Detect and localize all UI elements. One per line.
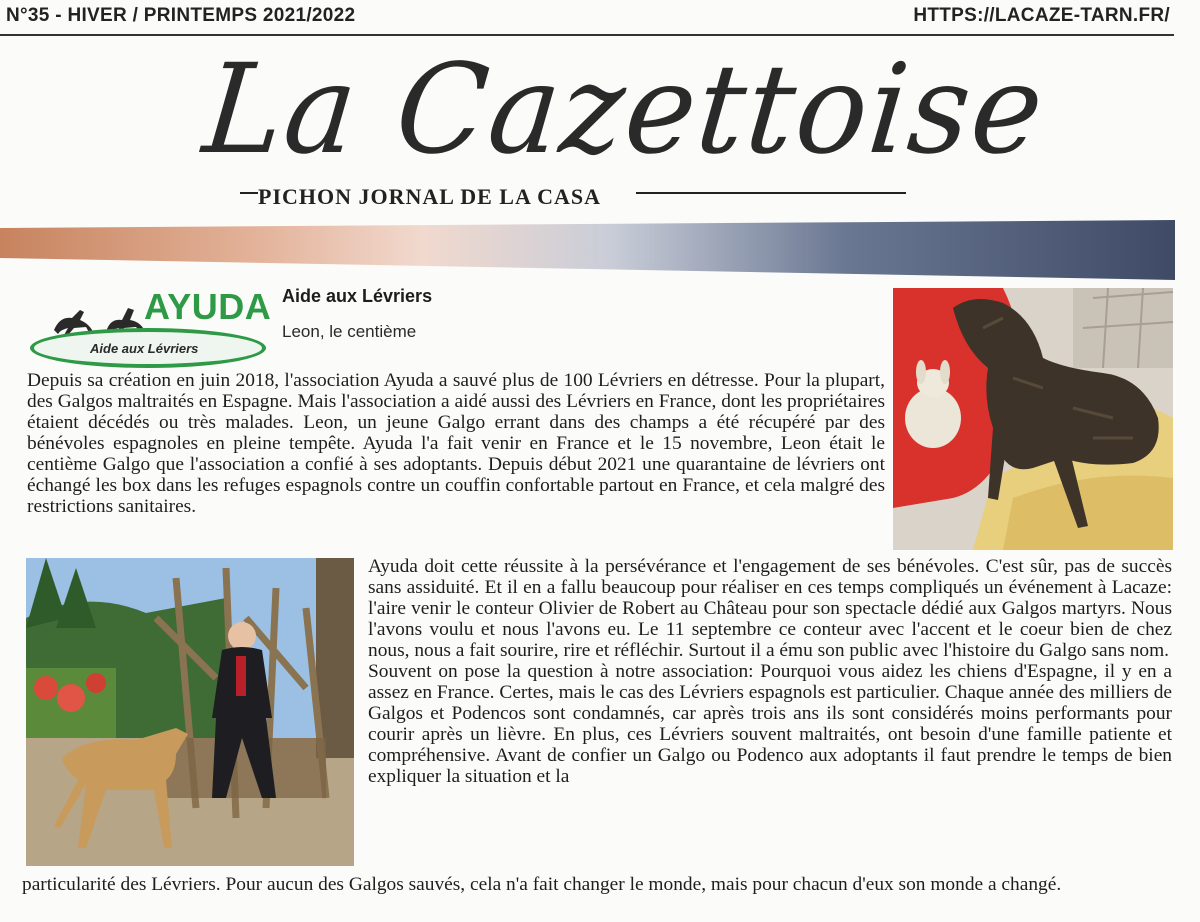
outdoor-photo-illustration bbox=[26, 558, 354, 866]
paragraph-text-4: particularité des Lévriers. Pour aucun des Galgos sauvés, cela n'a fait changer le monde, mais pour chacun d'eux son monde a changé. bbox=[22, 874, 1062, 895]
newspaper-subtitle: PICHON JORNAL DE LA CASA bbox=[258, 184, 602, 209]
paragraph-text-2: Ayuda doit cette réussite à la persévérance et l'engagement de ses bénévoles. C'est sûr, pas de succès sans assiduité. Et il en a fallu beaucoup pour réaliser en ces temps compliqués un événement à Lacaze: l'aire venir le conteur Olivier de Robert au Château pour son spectacle dédié aux Galgos martyrs. Nous l'avons voulu et nous l'avons eu. Le 11 septembre ce conteur avec l'accent et le coeur bien de chez nous, nous a fait sourire, rire et réfléchir. Surtout il a ému son public avec l'histoire du Galgo sans nom. bbox=[368, 556, 1172, 661]
greyhound-on-cushion-photo bbox=[893, 288, 1173, 550]
decorative-banner bbox=[0, 220, 1175, 280]
paragraph-text-3: Souvent on pose la question à notre association: Pourquoi vous aidez les chiens d'Espagne, il y en a assez en France. Certes, mais le cas des Lévriers espagnols est particulier. Chaque année des milliers de Galgos et Podencos sont condamnés, car après trois ans ils sont considérés moins performants pour courir après un lièvre. En plus, ces Lévriers souvent maltraités, ont besoin d'une famille patiente et compréhensive. Avant de confier un Galgo ou Podenco aux adoptants il faut prendre le temps de bien expliquer la situation et la bbox=[368, 661, 1172, 787]
issue-label: N°35 - HIVER / PRINTEMPS 2021/2022 bbox=[6, 5, 356, 26]
subtitle-rule-right bbox=[636, 192, 906, 194]
top-bar bbox=[0, 0, 1200, 34]
greyhound-photo-illustration bbox=[893, 288, 1173, 550]
article-subheading: Leon, le centième bbox=[282, 322, 417, 341]
article-column-right bbox=[368, 556, 1172, 787]
newspaper-title: La Cazettoise bbox=[197, 36, 1052, 182]
ayuda-logo bbox=[26, 286, 272, 372]
logo-word: AYUDA bbox=[144, 286, 272, 327]
article-paragraph-1 bbox=[27, 370, 885, 517]
article-paragraph-4 bbox=[22, 874, 1172, 895]
article-heading: Aide aux Lévriers bbox=[282, 286, 433, 306]
logo-tagline: Aide aux Lévriers bbox=[90, 341, 199, 356]
subtitle-rule-left bbox=[240, 192, 258, 194]
masthead bbox=[0, 36, 1200, 220]
article-header bbox=[282, 286, 432, 342]
paragraph-text-1: Depuis sa création en juin 2018, l'association Ayuda a sauvé plus de 100 Lévriers en détresse. Pour la plupart, des Galgos maltraités en Espagne. Mais l'association a aidé aussi des Lévriers en France, dont les propriétaires étaient décédés ou très malades. Leon, un jeune Galgo errant dans des champs a été récupéré par des bénévoles espagnoles en pleine tempête. Ayuda l'a fait venir en France et le 15 novembre, Leon était le centième Galgo que l'association a confié à ses adoptants. Depuis début 2021 une quarantaine de lévriers ont échangé les box dans les refuges espagnols contre un couffin confortable partout en France, et cela malgré des restrictions sanitaires. bbox=[27, 370, 885, 517]
website-url[interactable]: HTTPS://LACAZE-TARN.FR/ bbox=[913, 5, 1170, 26]
storyteller-with-greyhound-photo bbox=[26, 558, 354, 866]
